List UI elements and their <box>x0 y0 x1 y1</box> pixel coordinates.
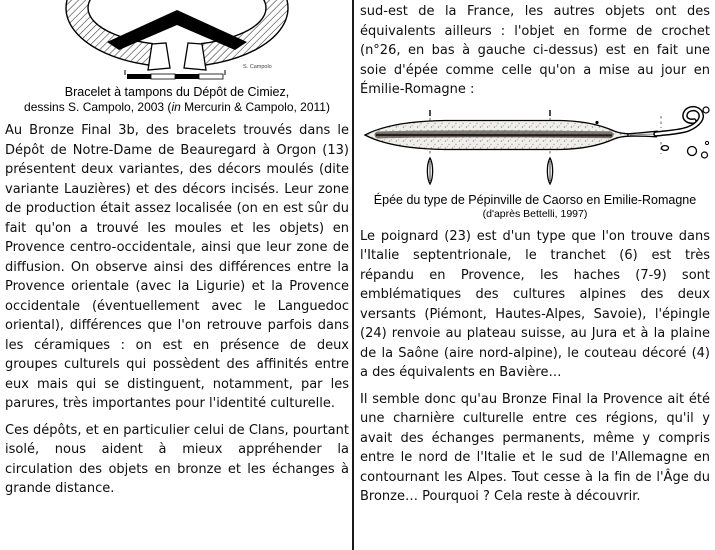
bracelet-caption <box>5 85 349 115</box>
bracelet-drawing <box>57 0 297 84</box>
paragraph-poignard-equivalents: Le poignard (23) est d'un type que l'on trouve dans l'Italie septentrionale, le tranchet (6) est très répandu en Provence, les haches (7-9) sont emblématiques des cultures alpines des deux versants (Piémont, Hautes-Alpes, Savoie), l'épingle (24) renvoie au plateau suisse, au Jura et à la plaine de la Saône (aire nord-alpine), le couteau décoré (4) a des équivalents en Bavière… <box>360 228 710 380</box>
bracelet-caption-line2-suffix: Mercurin & Campolo, 2011) <box>180 100 330 114</box>
paragraph-charniere-culturelle: Il semble donc qu'au Bronze Final la Provence ait été une charnière culturelle entre ces régions, qu'il y avait des échanges permanents, même y compris entre le nord de l'Italie et le sud de l'Allemagne en contournant les Alpes. Tout cesse à la fin de l'Âge du Bronze… Pourquoi ? Cela reste à découvrir. <box>360 391 710 504</box>
bracelet-figure <box>5 0 349 115</box>
column-divider <box>352 0 354 550</box>
epee-figure <box>360 104 710 221</box>
bracelet-caption-line1: Bracelet à tampons du Dépôt de Cimiez, <box>64 85 290 99</box>
bracelet-caption-line2-prefix: dessins S. Campolo, 2003 ( <box>24 100 172 114</box>
bracelet-caption-line2-italic-in: in <box>171 100 181 114</box>
artist-signature: S. Campolo <box>243 64 272 70</box>
bracelet-caption-line2 <box>5 100 349 115</box>
left-column <box>5 0 349 506</box>
paragraph-depots-clans: Ces dépôts, et en particulier celui de Clans, pourtant isolé, nous aident à mieux appréhender la circulation des objets en bronze et les échanges à grande distance. <box>5 422 349 496</box>
paragraph-sud-est-france: sud-est de la France, les autres objets ont des équivalents ailleurs : l'objet en forme de crochet (n°26, en bas à gauche ci-dessus) est en fait une soie d'épée comme celle qu'on a mise au jour en Émilie-Romagne : <box>360 4 710 97</box>
epee-caption-line2: (d'après Bettelli, 1997) <box>482 207 588 220</box>
right-column <box>360 0 710 514</box>
epee-caption-line1: Épée du type de Pépinville de Caorso en Emilie-Romagne <box>373 192 697 207</box>
epee-caption <box>360 193 710 221</box>
paragraph-bracelets-variantes: Au Bronze Final 3b, des bracelets trouvés dans le Dépôt de Notre-Dame de Beauregard à Orgon (13) présentent deux variantes, des décors moulés (dite variante Lauzières) et des décors incisés. Leur zone de production était assez localisée (on en est sûr du fait qu'on a trouvé les moules et les objets) en Provence centro-occidentale, ainsi que leur zone de diffusion. On observe ainsi des différences entre la Provence orientale (avec la Ligurie) et la Provence occidentale (éventuellement avec le Languedoc oriental), différences que l'on retrouve parfois dans les céramiques : on est en présence de deux groupes culturels qui possèdent des affinités entre eux mais qui se distinguent, notamment, par les parures, très importantes pour l'identité culturelle. <box>5 123 349 411</box>
epee-drawing <box>360 104 710 192</box>
